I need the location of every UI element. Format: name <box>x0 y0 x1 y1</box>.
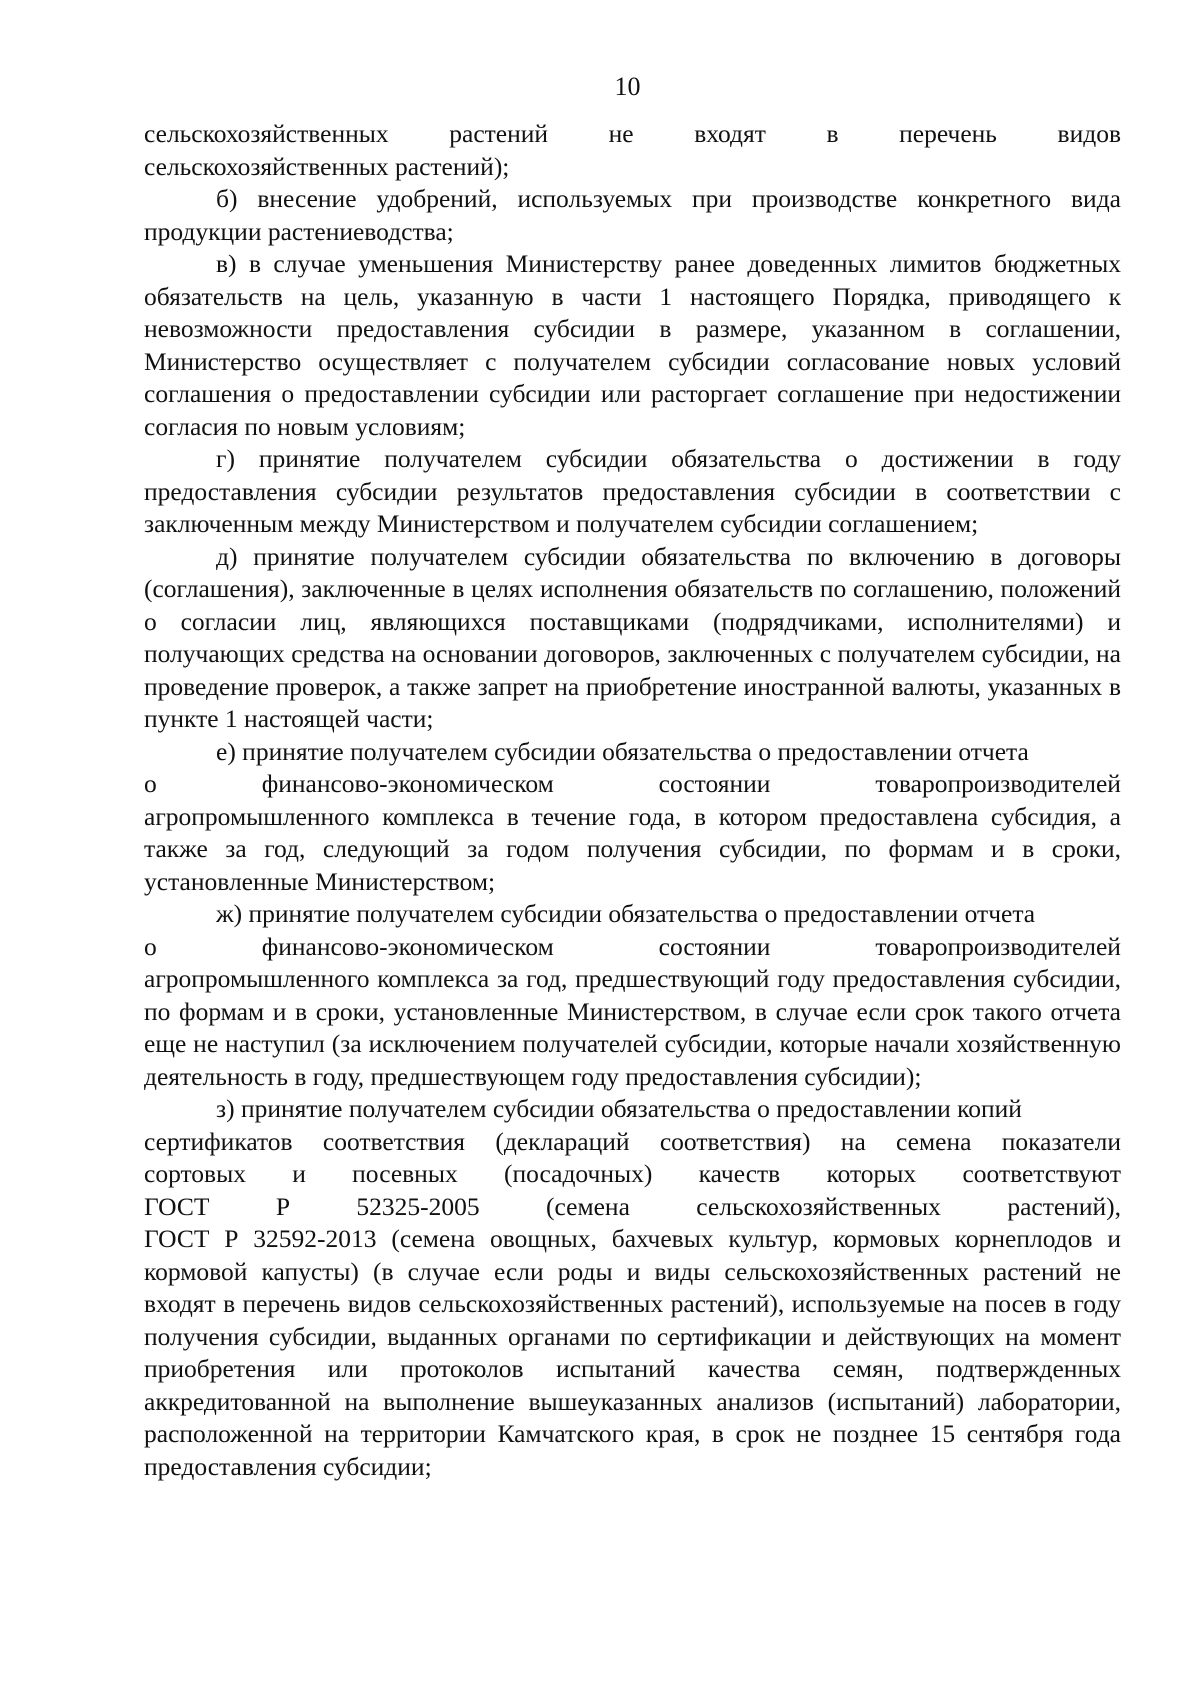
paragraph-d: д) принятие получателем субсидии обязательства по включению в договоры (соглашения), заключенные в целях исполнения обязательств по соглашению, положений о согласии лиц, являющихся поставщиками (подрядчиками, исполнителями) и получающих средства на основании договоров, заключенных с получателем субсидии, на проведение проверок, а также запрет на приобретение иностранной валюты, указанных в пункте 1 настоящей части; <box>144 541 1121 733</box>
page-number: 10 <box>614 72 641 101</box>
paragraph-text: агропромышленного комплекса в течение года, в котором предоставлена субсидия, а также за год, следующий за годом получения субсидии, по формам и в сроки, установленные Министерством; <box>144 801 1121 896</box>
paragraph-b: б) внесение удобрений, используемых при производстве конкретного вида продукции растениеводства; <box>144 184 1121 246</box>
text-line: сортовых и посевных (посадочных) качеств которых соответствуют <box>144 1159 1121 1188</box>
paragraph-e <box>144 736 1121 899</box>
text-line: сертификатов соответствия (деклараций соответствия) на семена показатели <box>144 1126 1121 1156</box>
paragraph-text: агропромышленного комплекса за год, предшествующий году предоставления субсидии, по формам и в сроки, установленные Министерством, в случае если срок такого отчета еще не наступил (за исключением получателей субсидии, которые начали хозяйственную деятельность в году, предшествующем году предоставления субсидии); <box>144 964 1121 1091</box>
text-line: о финансово-экономическом состоянии товаропроизводителей <box>144 931 1121 961</box>
text-line: сельскохозяйственных растений); <box>144 151 510 181</box>
document-body <box>144 118 1121 1483</box>
paragraph-text: ГОСТ Р 32592-2013 (семена овощных, бахчевых культур, кормовых корнеплодов и кормовой капусты) (в случае если роды и виды сельскохозяйственных растений не входят в перечень видов сельскохозяйственных растений), используемые на посев в году получения субсидии, выданных органами по сертификации и действующих на момент приобретения или протоколов испытаний качества семян, подтвержденных аккредитованной на выполнение вышеуказанных анализов (испытаний) лаборатории, расположенной на территории Камчатского края, в срок не позднее 15 сентября года предоставления субсидии; <box>144 1224 1121 1481</box>
paragraph-v: в) в случае уменьшения Министерству ранее доведенных лимитов бюджетных обязательств на цель, указанную в части 1 настоящего Порядка, приводящего к невозможности предоставления субсидии в размере, указанном в соглашении, Министерство осуществляет с получателем субсидии согласование новых условий соглашения о предоставлении субсидии или расторгает соглашение при недостижении согласия по новым условиям; <box>144 249 1121 441</box>
paragraph-continuation <box>144 118 1121 183</box>
paragraph-zh <box>144 898 1121 1093</box>
text-line: сельскохозяйственных растений не входят в перечень видов <box>144 119 1121 148</box>
text-line: ГОСТ Р 52325-2005 (семена сельскохозяйственных растений), <box>144 1191 1121 1221</box>
text-line: ж) принятие получателем субсидии обязательства о предоставлении отчета <box>216 899 1036 928</box>
paragraph-g: г) принятие получателем субсидии обязательства о достижении в году предоставления субсидии результатов предоставления субсидии в соответствии с заключенным между Министерством и получателем субсидии соглашением; <box>144 444 1121 538</box>
text-line: з) принятие получателем субсидии обязательства о предоставлении копий <box>216 1094 1022 1123</box>
paragraph-z <box>144 1093 1121 1483</box>
text-line: о финансово-экономическом состоянии товаропроизводителей <box>144 769 1121 798</box>
text-line: е) принятие получателем субсидии обязательства о предоставлении отчета <box>216 736 1029 766</box>
